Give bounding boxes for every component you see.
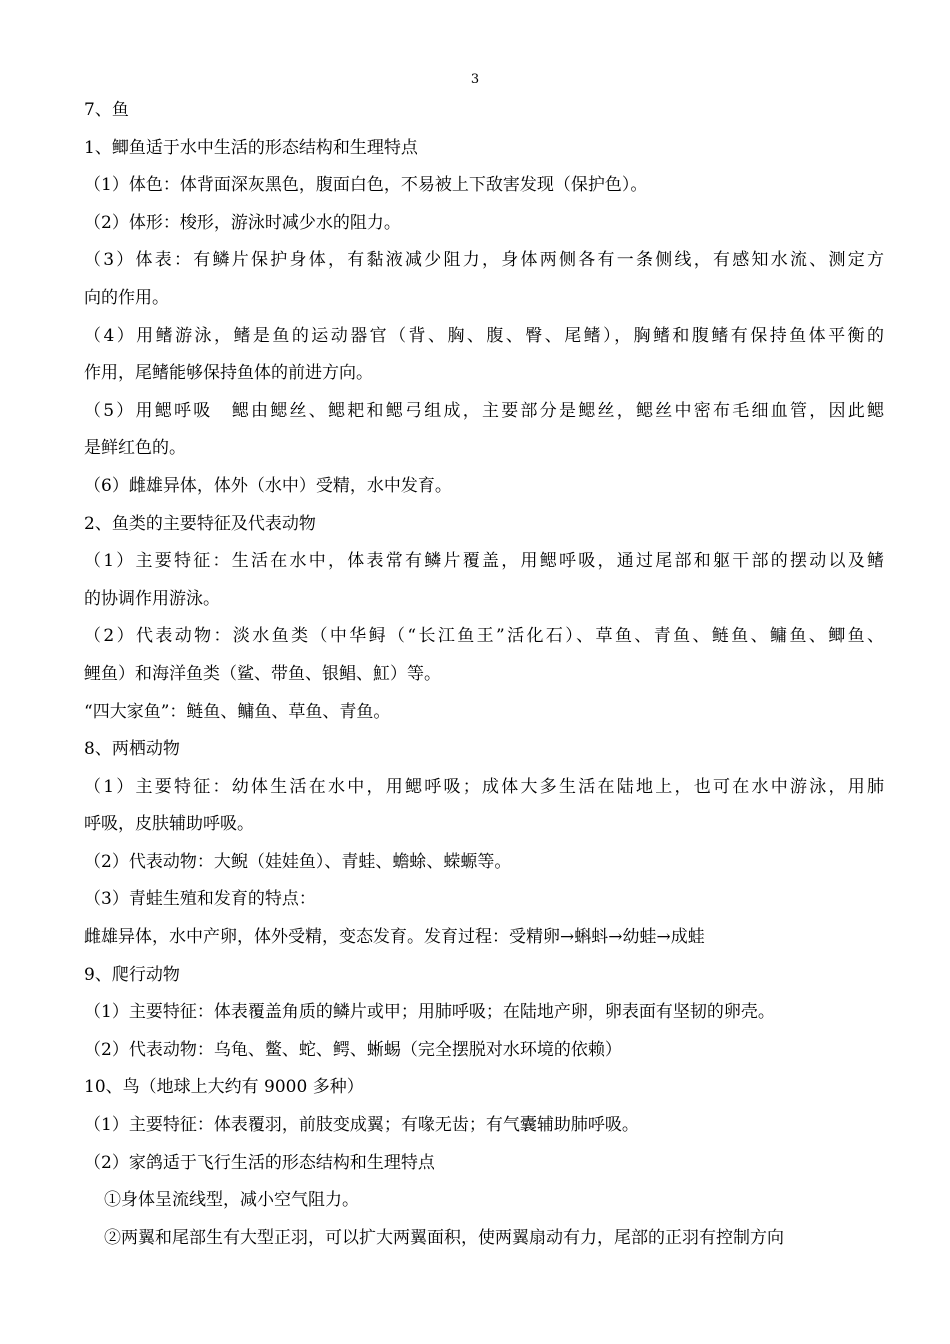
paragraph-line: （1）主要特征：体表覆羽，前肢变成翼；有喙无齿；有气囊辅助肺呼吸。	[84, 1115, 639, 1136]
paragraph-line: 雌雄异体，水中产卵，体外受精，变态发育。发育过程：受精卵→蝌蚪→幼蛙→成蛙	[84, 927, 705, 948]
paragraph-line: （1）体色：体背面深灰黑色，腹面白色，不易被上下敌害发现（保护色）。	[84, 175, 648, 196]
paragraph-line: （2）代表动物：淡水鱼类（中华鲟（“长江鱼王”活化石）、草鱼、青鱼、鲢鱼、鳙鱼、鲫鱼、	[84, 626, 884, 647]
paragraph-line: （6）雌雄异体，体外（水中）受精，水中发育。	[84, 475, 452, 496]
page-number: 3	[470, 72, 480, 87]
paragraph-line: （2）代表动物：乌龟、鳖、蛇、鳄、蜥蜴（完全摆脱对水环境的依赖）	[84, 1039, 622, 1060]
paragraph-line: （3）青蛙生殖和发育的特点：	[84, 889, 316, 910]
paragraph-line: （1）主要特征：生活在水中，体表常有鳞片覆盖，用鳃呼吸，通过尾部和躯干部的摆动以及鳍	[84, 551, 884, 572]
paragraph-line: 的协调作用游泳。	[84, 588, 220, 609]
paragraph-line: （2）代表动物：大鲵（娃娃鱼）、青蛙、蟾蜍、蝾螈等。	[84, 851, 512, 872]
section-heading: 9、爬行动物	[84, 964, 180, 985]
section-heading: 10、鸟（地球上大约有 9000 多种）	[84, 1077, 364, 1098]
document-body	[84, 92, 884, 1257]
paragraph-line: “四大家鱼”：鲢鱼、鳙鱼、草鱼、青鱼。	[84, 701, 391, 722]
paragraph-line: 向的作用。	[84, 287, 169, 308]
list-item: ②两翼和尾部生有大型正羽，可以扩大两翼面积，使两翼扇动有力，尾部的正羽有控制方向	[104, 1227, 784, 1248]
paragraph-line: 呼吸，皮肤辅助呼吸。	[84, 814, 254, 835]
paragraph-line: （1）主要特征：体表覆盖角质的鳞片或甲；用肺呼吸；在陆地产卵，卵表面有坚韧的卵壳。	[84, 1002, 775, 1023]
paragraph-line: 是鲜红色的。	[84, 438, 186, 459]
paragraph-line: （3）体表：有鳞片保护身体，有黏液减少阻力，身体两侧各有一条侧线，有感知水流、测定方	[84, 250, 884, 271]
subsection-heading: 1、鲫鱼适于水中生活的形态结构和生理特点	[84, 137, 418, 158]
list-item: ①身体呈流线型，减小空气阻力。	[104, 1190, 359, 1211]
paragraph-line: 鲤鱼）和海洋鱼类（鲨、带鱼、银鲳、魟）等。	[84, 663, 441, 684]
subsection-heading: 2、鱼类的主要特征及代表动物	[84, 513, 316, 534]
paragraph-line: （2）体形：梭形，游泳时减少水的阻力。	[84, 212, 401, 233]
paragraph-line: 作用，尾鳍能够保持鱼体的前进方向。	[84, 363, 373, 384]
section-heading: 8、两栖动物	[84, 739, 180, 760]
section-heading: 7、鱼	[84, 100, 129, 120]
paragraph-line: （2）家鸽适于飞行生活的形态结构和生理特点	[84, 1152, 435, 1173]
paragraph-line: （4）用鳍游泳，鳍是鱼的运动器官（背、胸、腹、臀、尾鳍），胸鳍和腹鳍有保持鱼体平衡的	[84, 325, 884, 346]
paragraph-line: （5）用鳃呼吸 鳃由鳃丝、鳃耙和鳃弓组成，主要部分是鳃丝，鳃丝中密布毛细血管，因此鳃	[84, 400, 884, 421]
paragraph-line: （1）主要特征：幼体生活在水中，用鳃呼吸；成体大多生活在陆地上，也可在水中游泳，用肺	[84, 776, 884, 797]
